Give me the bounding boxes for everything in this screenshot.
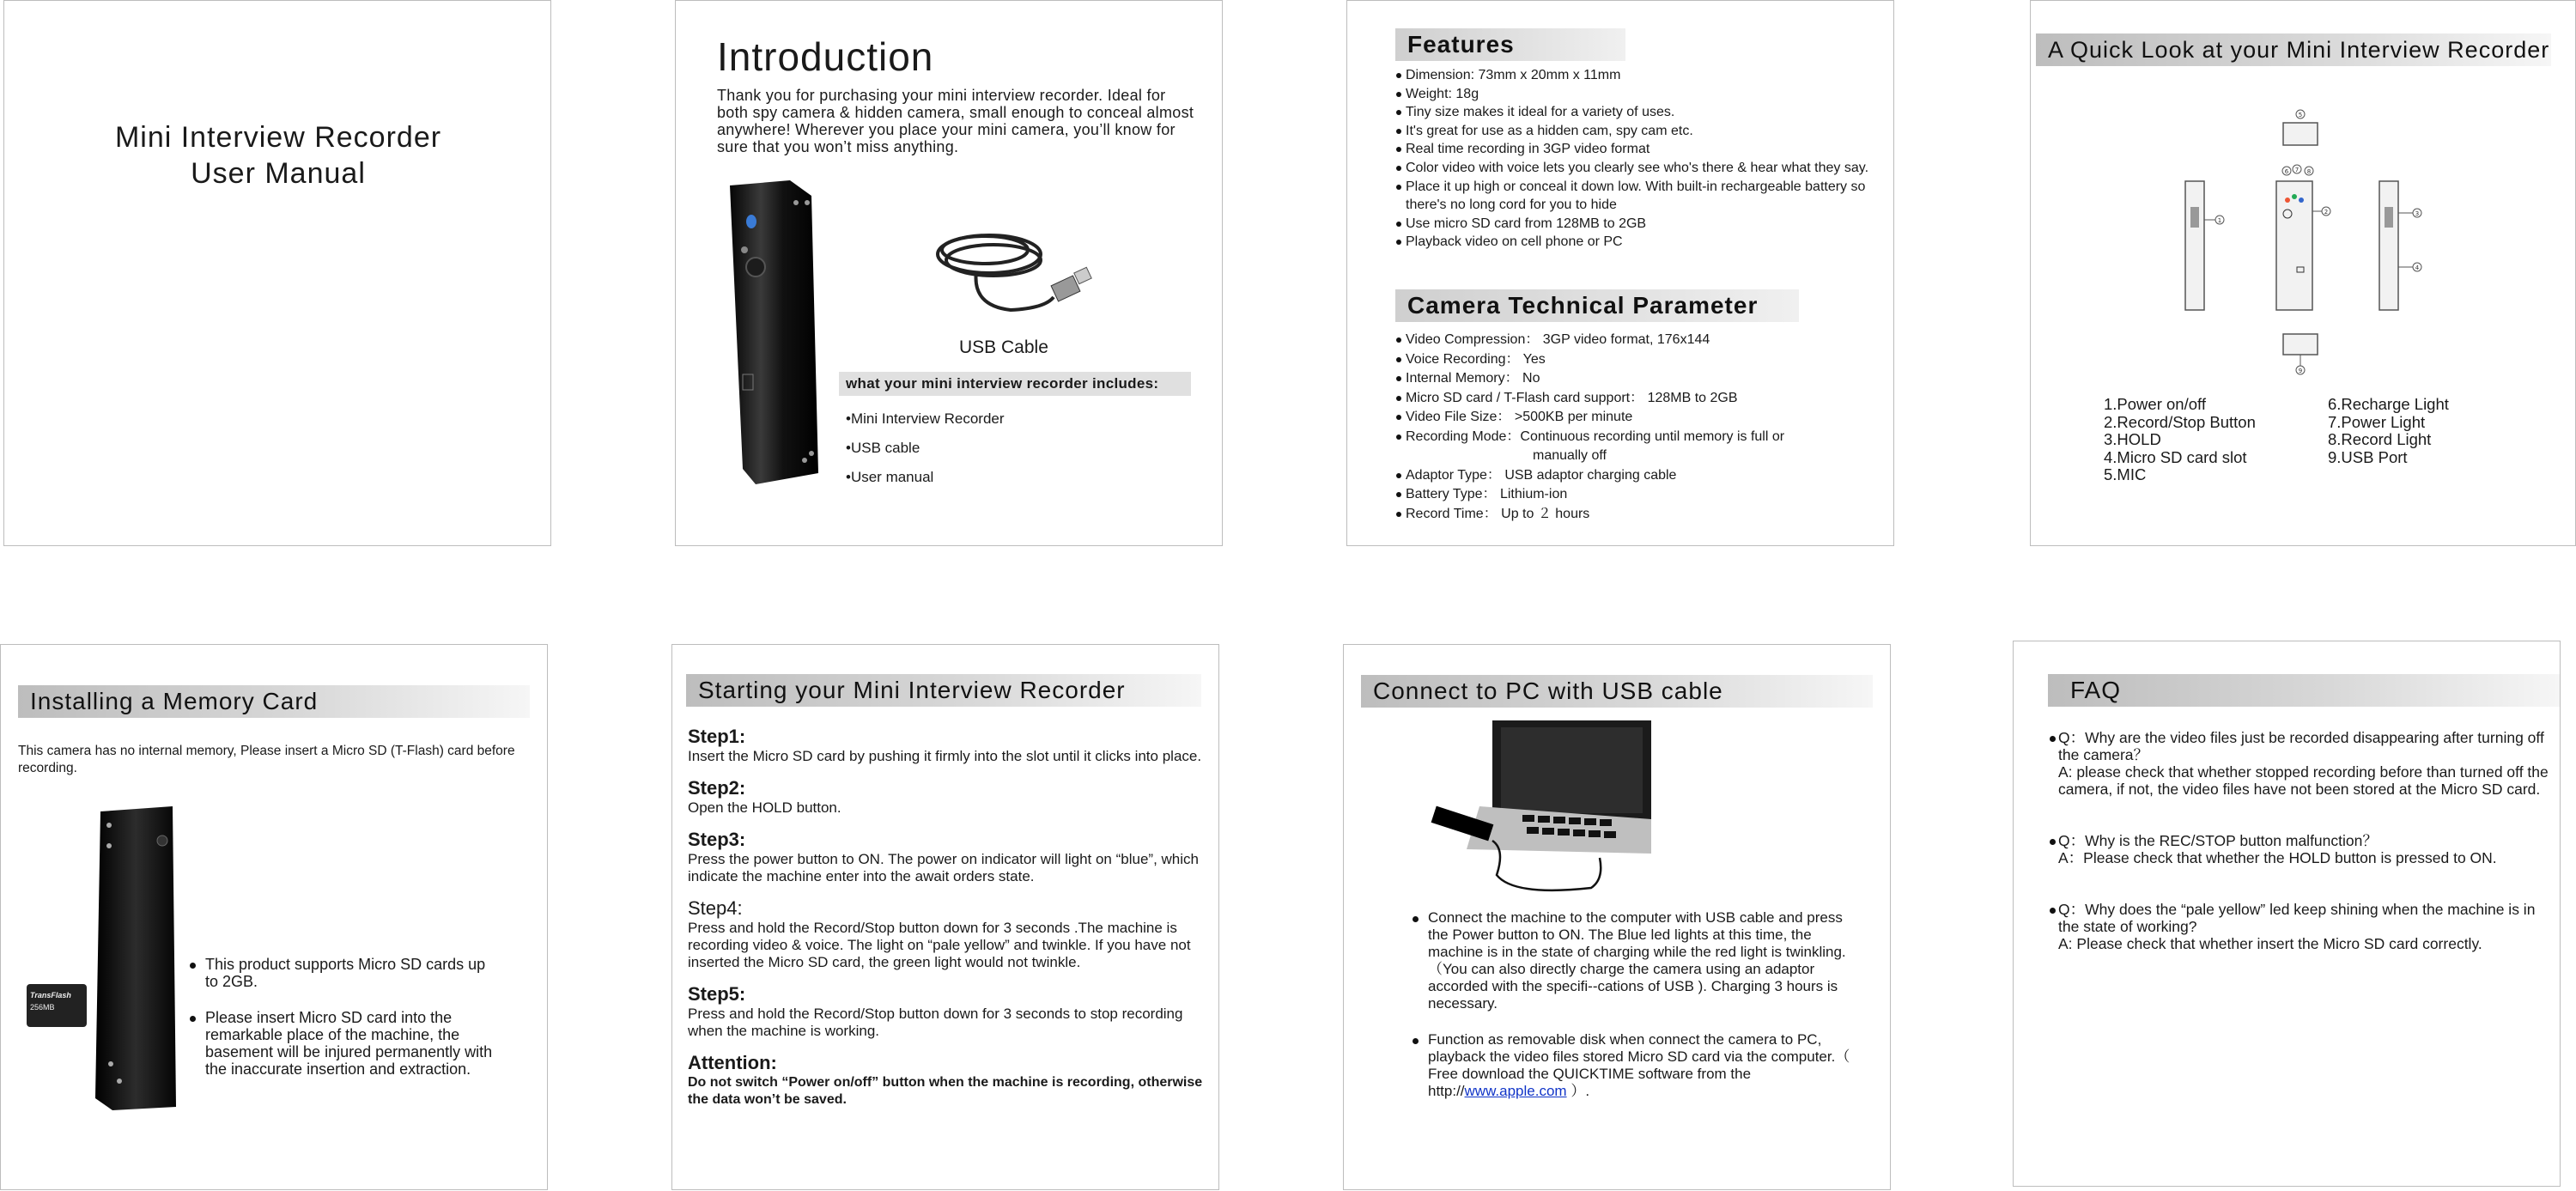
pc-bullets (1411, 909, 1857, 1100)
faq-item (2048, 901, 2555, 952)
recorder-device-image (726, 177, 822, 486)
step-body: Press and hold the Record/Stop button down for 3 seconds to stop recording when the machine is working. (688, 1006, 1183, 1039)
step-body: Insert the Micro SD card by pushing it firmly into the slot until it clicks into place. (688, 748, 1202, 764)
cover-title (4, 119, 551, 191)
feature-item: Playback video on cell phone or PC (1395, 233, 1876, 252)
param-list (1395, 331, 1876, 524)
faq-item (2048, 832, 2555, 866)
feature-item: Weight: 18g (1395, 85, 1876, 104)
recorder-side-image (94, 806, 178, 1111)
pc-header: Connect to PC with USB cable (1361, 675, 1873, 708)
cover-title-line1: Mini Interview Recorder (114, 121, 442, 154)
includes-item: •USB cable (846, 440, 920, 456)
attention-body: Do not switch “Power on/off” button when the machine is recording, otherwise the data won’t be saved. (688, 1075, 1203, 1107)
param-item: Video Compression： 3GP video format, 176x144 (1395, 331, 1876, 350)
faq-answer: A：Please check that whether the HOLD button is pressed to ON. (2058, 849, 2497, 866)
parts-list-left (2104, 396, 2256, 484)
part-item: 4.Micro SD card slot (2104, 447, 2247, 466)
callout-1: 1 (2217, 217, 2222, 224)
faq-question: Q：Why does the “pale yellow” led keep shining when the machine is in the state of working? (2048, 901, 2555, 935)
cover-panel (3, 0, 551, 546)
laptop-connection-image (1428, 720, 1651, 901)
step-body: Press the power button to ON. The power on indicator will light on “blue”, which indicate the machine enter into the await orders state. (688, 851, 1199, 884)
step-title: Step2: (688, 777, 746, 799)
intro-title: Introduction (717, 34, 934, 79)
parts-list-right (2328, 396, 2449, 466)
usb-cable-image (925, 216, 1097, 323)
memory-intro: This camera has no internal memory, Please insert a Micro SD (T-Flash) card before recording. (18, 744, 515, 775)
faq-header: FAQ (2048, 674, 2560, 707)
part-item: 7.Power Light (2328, 412, 2426, 431)
param-item: Battery Type： Lithium-ion (1395, 485, 1876, 505)
pc-bullet-2 (1411, 1031, 1857, 1100)
feature-item: Tiny size makes it ideal for a variety of uses. (1395, 103, 1876, 122)
intro-panel (675, 0, 1223, 546)
feature-item: Color video with voice lets you clearly see who's there & hear what they say. (1395, 159, 1876, 178)
pc-bullet-2-text: Function as removable disk when connect the camera to PC, playback the video files stored Micro SD card via the computer.（ Free download the QUICKTIME software from the http:// (1428, 1031, 1850, 1099)
faq-question: Q：Why is the REC/STOP button malfunction？ (2048, 832, 2555, 849)
part-item: 1.Power on/off (2104, 395, 2206, 413)
param-item: manually off (1533, 448, 1607, 463)
memory-bullet: This product supports Micro SD cards up to 2GB. (188, 956, 497, 990)
faq-item (2048, 729, 2555, 798)
includes-header: what your mini interview recorder includes: (839, 372, 1191, 396)
callout-6: 6 (2284, 168, 2289, 175)
callout-7: 7 (2294, 167, 2300, 173)
starting-panel (671, 644, 1219, 1190)
faq-list (2048, 729, 2555, 952)
device-diagram (2168, 104, 2443, 379)
param-item: Recording Mode：Continuous recording until memory is full or (1395, 428, 1876, 447)
part-item: 6.Recharge Light (2328, 395, 2449, 413)
cover-title-line2: User Manual (191, 157, 366, 190)
callout-9: 9 (2298, 368, 2303, 374)
memory-panel (0, 644, 548, 1190)
includes-item: •Mini Interview Recorder (846, 410, 1005, 427)
memory-bullet: Please insert Micro SD card into the remarkable place of the machine, the basement will be injured permanently with the inaccurate insertion and extraction. (188, 1009, 497, 1078)
pc-bullet-2-end: ）. (1566, 1083, 1590, 1099)
starting-header: Starting your Mini Interview Recorder (686, 674, 1201, 707)
param-item: Voice Recording： Yes (1395, 350, 1876, 370)
apple-link[interactable]: www.apple.com (1464, 1083, 1567, 1099)
part-item: 9.USB Port (2328, 447, 2408, 466)
usb-cable-label: USB Cable (959, 337, 1048, 357)
step-title: Step5: (688, 983, 746, 1005)
intro-paragraph: Thank you for purchasing your mini interview recorder. Ideal for both spy camera & hidden camera, small enough to conceal almost anywhere! Wherever you place your mini camera, you’ll know for sure that you won’t miss anything. (717, 87, 1194, 155)
includes-list (846, 404, 1005, 492)
faq-panel (2013, 641, 2561, 1187)
step-title: Step1: (688, 726, 746, 747)
callout-3: 3 (2415, 210, 2420, 217)
micro-sd-card-image (27, 984, 87, 1027)
includes-item: •User manual (846, 469, 934, 485)
callout-4: 4 (2415, 264, 2420, 271)
memory-bullets (188, 956, 497, 1078)
part-item: 5.MIC (2104, 465, 2147, 483)
feature-item: It's great for use as a hidden cam, spy cam etc. (1395, 122, 1876, 141)
card-brand: TransFlash (30, 991, 71, 1000)
faq-question: Q：Why are the video files just be recorded disappearing after turning off the camera？ (2048, 729, 2555, 763)
features-panel (1346, 0, 1894, 546)
features-list (1395, 66, 1876, 252)
feature-item: Use micro SD card from 128MB to 2GB (1395, 215, 1876, 234)
pc-panel (1343, 644, 1891, 1190)
feature-item: Place it up high or conceal it down low. With built-in rechargeable battery so there's no long cord for you to hide (1395, 178, 1876, 215)
feature-item: Dimension: 73mm x 20mm x 11mm (1395, 66, 1876, 85)
callout-8: 8 (2306, 168, 2312, 175)
param-item: Micro SD card / T-Flash card support： 128MB to 2GB (1395, 389, 1876, 409)
callout-5: 5 (2298, 112, 2303, 118)
step-body: Open the HOLD button. (688, 799, 841, 816)
pc-bullet: Connect the machine to the computer with USB cable and press the Power button to ON. The Blue led lights at this time, the machine is in the state of charging while the red light is twinkling. （You can also directly charge the camera using an adaptor accorded with the specifi--cations of USB ). Charging 3 hours is necessary. (1411, 909, 1857, 1012)
feature-item: Real time recording in 3GP video format (1395, 140, 1876, 159)
faq-answer: A: please check that whether stopped recording before than turned off the camera, if not, the video files have not been stored at the Micro SD card. (2058, 763, 2549, 798)
faq-answer: A: Please check that whether insert the Micro SD card correctly. (2058, 935, 2482, 952)
part-item: 2.Record/Stop Button (2104, 412, 2256, 431)
param-header: Camera Technical Parameter (1395, 289, 1799, 322)
callout-2: 2 (2324, 209, 2329, 216)
quicklook-panel (2030, 0, 2576, 546)
step-title: Step3: (688, 829, 746, 850)
card-size: 256MB (30, 1003, 55, 1012)
features-header: Features (1395, 28, 1625, 61)
attention-title: Attention: (688, 1052, 777, 1073)
param-item: Adaptor Type： USB adaptor charging cable (1395, 466, 1876, 486)
param-item: Video File Size： >500KB per minute (1395, 408, 1876, 428)
quicklook-header: A Quick Look at your Mini Interview Recorder (2036, 33, 2551, 66)
part-item: 8.Record Light (2328, 430, 2432, 448)
memory-header: Installing a Memory Card (18, 685, 530, 718)
step-body: Press and hold the Record/Stop button down for 3 seconds .The machine is recording video & voice. The light on “pale yellow” and twinkle. If you have not inserted the Micro SD card, the green light would not twinkle. (688, 920, 1191, 970)
part-item: 3.HOLD (2104, 430, 2161, 448)
param-item: Record Time： Up to ２ hours (1395, 505, 1876, 525)
step-title: Step4: (688, 897, 743, 919)
steps (688, 714, 1203, 1109)
param-item: Internal Memory： No (1395, 369, 1876, 389)
